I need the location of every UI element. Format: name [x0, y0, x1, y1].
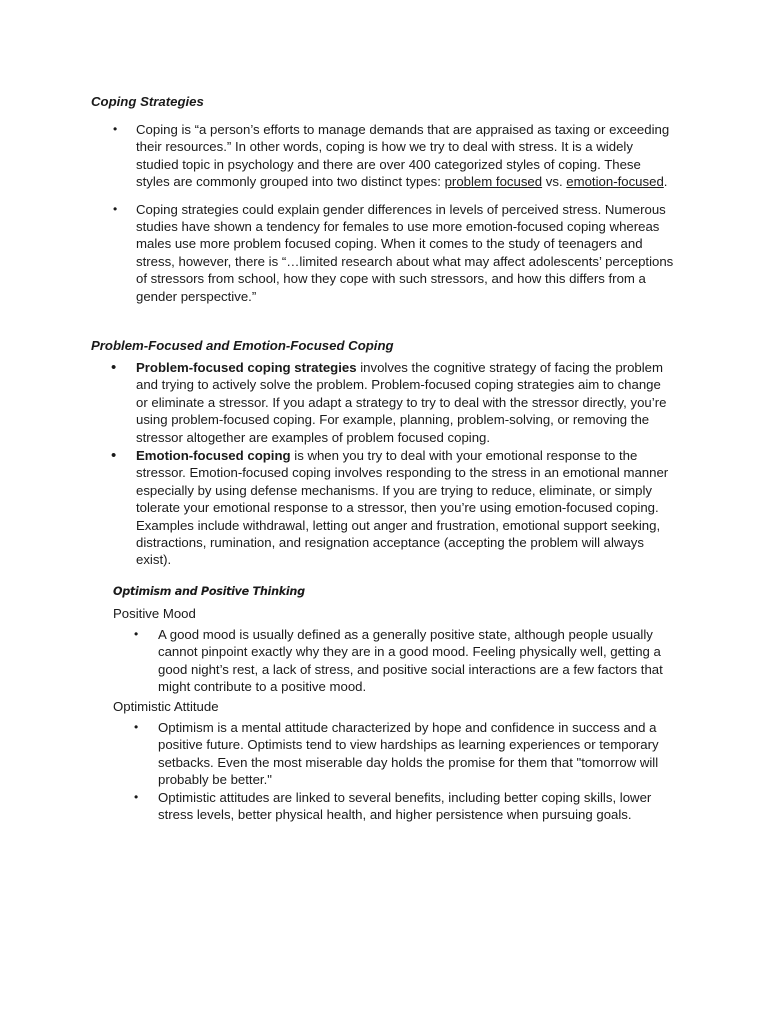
optimism-heading: Optimism and Positive Thinking: [113, 585, 305, 598]
bullet-icon: •: [111, 359, 117, 376]
positive-mood-list: [134, 626, 688, 696]
bullet-icon: •: [134, 627, 139, 641]
problem-focused-link[interactable]: problem focused: [444, 174, 543, 190]
bullet-icon: •: [113, 122, 118, 136]
list-item: [111, 447, 676, 569]
positive-mood-text: A good mood is usually defined as a generally positive state, although people usually cannot pinpoint exactly why they are in a good mood. Feeling physically well, getting a good night’s rest, a lack of stress, and positive social interactions are a few factors that might contribute to a positive mood.: [158, 627, 663, 695]
optimism-benefits-text: Optimistic attitudes are linked to several benefits, including better coping skills, lower stress levels, better physical health, and higher persistence when pursuing goals.: [158, 789, 652, 823]
gender-differences-text: Coping strategies could explain gender differences in levels of perceived stress. Numerous studies have shown a tendency for females to use more emotion-focused coping whereas males use more problem focused coping. When it comes to the study of teenagers and stress, however, there is “…limited research about what may affect adolescents’ perceptions of stressors from school, how they cope with such stressors, and how this differs from a gender perspective.”: [136, 201, 674, 304]
versus-text: vs.: [542, 174, 567, 190]
optimism-definition-text: Optimism is a mental attitude characterized by hope and confidence in success and a positive future. Optimists tend to view hardships as learning experiences or temporary setbacks. Even the most miserable day holds the promise for them that "tomorrow will probably be better.": [158, 720, 659, 788]
list-item: [134, 789, 688, 824]
list-item: [134, 626, 688, 696]
bullet-icon: •: [113, 201, 118, 216]
bullet-icon: •: [134, 789, 139, 804]
positive-mood-label: Positive Mood: [113, 606, 196, 621]
emotion-focused-text: is when you try to deal with your emotional response to the stressor. Emotion-focused coping involves responding to the stress in an emotional manner especially by using defense mechanisms. If you are trying to reduce, eliminate, or simply tolerate your emotional response to a stressor, then you’re using emotion-focused coping. Examples include withdrawal, letting out anger and frustration, emotional support seeking, distractions, rumination, and resignation acceptance (accepting the problem will always exist).: [136, 448, 669, 568]
list-item: [134, 719, 688, 789]
optimistic-attitude-label: Optimistic Attitude: [113, 699, 219, 714]
emotion-focused-link[interactable]: emotion-focused: [566, 174, 664, 190]
pfef-heading: Problem-Focused and Emotion-Focused Coping: [91, 338, 394, 353]
list-item: [113, 201, 676, 305]
coping-definition-text: Coping is “a person’s efforts to manage demands that are appraised as taxing or exceeding their resources.” In other words, coping is how we try to deal with stress. It is a widely studied topic in psychology and there are over 400 categorized styles of coping. These styles are commonly grouped into two distinct types:: [136, 122, 670, 190]
bullet-icon: •: [111, 447, 117, 465]
problem-focused-text: involves the cognitive strategy of facing the problem and trying to actively solve the problem. Problem-focused coping strategies aim to change or eliminate a stressor. If you adapt a strategy to try to deal with the stressor directly, you’re using problem-focused coping. For example, planning, problem-solving, or removing the stressor altogether are examples of problem focused coping.: [136, 360, 667, 445]
pfef-list: [111, 359, 676, 569]
problem-focused-term: Problem-focused coping strategies: [136, 360, 357, 375]
coping-list: [113, 121, 676, 305]
period-text: .: [663, 174, 668, 190]
list-item: [111, 359, 676, 446]
bullet-icon: •: [134, 720, 139, 734]
list-item: [113, 121, 676, 191]
emotion-focused-term: Emotion-focused coping: [136, 448, 291, 464]
coping-strategies-heading: Coping Strategies: [91, 94, 204, 109]
optimistic-attitude-list: [134, 719, 688, 823]
